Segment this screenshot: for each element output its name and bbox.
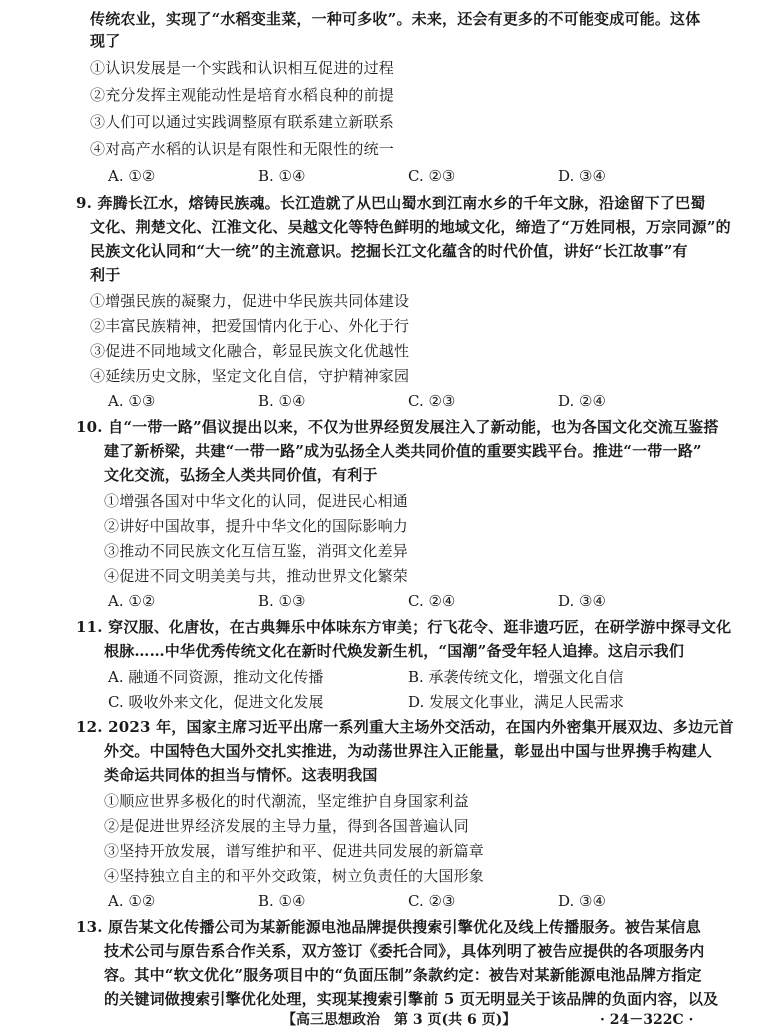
q11-option-d[interactable]: D. 发展文化事业，满足人民需求 [408,693,625,711]
q11-stem-line-1: 11. 穿汉服、化唐妆，在古典舞乐中体味东方审美；行飞花令、逛非遗巧匠，在研学游中探寻文化 [76,618,732,636]
q8-option-c[interactable]: C. ②③ [408,167,456,185]
q10-option-b[interactable]: B. ①③ [258,592,306,610]
q9-option-b[interactable]: B. ①④ [258,392,306,410]
q10-statement-2: ②讲好中国故事，提升中华文化的国际影响力 [104,517,409,535]
q8-option-d[interactable]: D. ③④ [558,167,606,185]
q9-statement-4: ④延续历史文脉，坚定文化自信，守护精神家园 [90,367,410,385]
q12-statement-3: ③坚持开放发展，谱写维护和平、促进共同发展的新篇章 [104,842,485,860]
q13-stem-line-1: 13. 原告某文化传播公司为某新能源电池品牌提供搜索引擎优化及线上传播服务。被告某信息 [76,918,701,936]
q11-stem-line-2: 根脉……中华优秀传统文化在新时代焕发新生机，“国潮”备受年轻人追捧。这启示我们 [104,642,685,660]
q9-stem-line-1: 9. 奔腾长江水，熔铸民族魂。长江造就了从巴山蜀水到江南水乡的千年文脉，沿途留下了巴蜀 [76,194,706,212]
q12-stem-line-1: 12. 2023 年，国家主席习近平出席一系列重大主场外交活动，在国内外密集开展双边、多边元首 [76,718,734,736]
q8-option-a[interactable]: A. ①② [108,167,156,185]
q11-option-b[interactable]: B. 承袭传统文化，增强文化自信 [408,668,624,686]
q12-statement-1: ①顺应世界多极化的时代潮流，坚定维护自身国家利益 [104,792,469,810]
page-footer-title: 【高三思想政治 第 3 页(共 6 页)】 [282,1012,517,1028]
q13-stem-line-4: 的关键词做搜索引擎优化处理，实现某搜索引擎前 5 页无明显关于该品牌的负面内容，以及 [104,990,719,1008]
q12-option-c[interactable]: C. ②③ [408,892,456,910]
q8-statement-1: ①认识发展是一个实践和认识相互促进的过程 [90,59,395,77]
q10-statement-4: ④促进不同文明美美与共，推动世界文化繁荣 [104,567,409,585]
q12-option-a[interactable]: A. ①② [108,892,156,910]
q9-statement-1: ①增强民族的凝聚力，促进中华民族共同体建设 [90,292,410,310]
q10-stem-line-1: 10. 自“一带一路”倡议提出以来，不仅为世界经贸发展注入了新动能，也为各国文化交流互鉴搭 [76,418,719,436]
q9-stem-line-4: 利于 [90,266,121,284]
q13-stem-line-3: 容。其中“软文优化”服务项目中的“负面压制”条款约定：被告对某新能源电池品牌方指定 [104,966,702,984]
q9-option-c[interactable]: C. ②③ [408,392,456,410]
q9-statement-2: ②丰富民族精神，把爱国情内化于心、外化于行 [90,317,410,335]
q11-option-c[interactable]: C. 吸收外来文化，促进文化发展 [108,693,324,711]
q13-stem-line-2: 技术公司与原告系合作关系，双方签订《委托合同》，具体列明了被告应提供的各项服务内 [104,942,705,960]
q10-option-c[interactable]: C. ②④ [408,592,456,610]
q9-statement-3: ③促进不同地域文化融合，彰显民族文化优越性 [90,342,410,360]
q12-option-b[interactable]: B. ①④ [258,892,306,910]
q8-statement-2: ②充分发挥主观能动性是培育水稻良种的前提 [90,86,395,104]
q9-option-d[interactable]: D. ②④ [558,392,606,410]
q8-option-b[interactable]: B. ①④ [258,167,306,185]
q9-stem-line-2: 文化、荆楚文化、江淮文化、吴越文化等特色鲜明的地域文化，缔造了“万姓同根，万宗同源”的 [90,218,731,236]
q12-stem-line-3: 类命运共同体的担当与情怀。这表明我国 [104,766,378,784]
q10-statement-1: ①增强各国对中华文化的认同，促进民心相通 [104,492,409,510]
q8-stem-line-1: 传统农业，实现了“水稻变韭菜，一种可多收”。未来，还会有更多的不可能变成可能。这体 [90,10,701,28]
page-footer-code: · 24－322C · [600,1012,694,1028]
q12-statement-2: ②是促进世界经济发展的主导力量，得到各国普遍认同 [104,817,469,835]
q10-stem-line-2: 建了新桥梁，共建“一带一路”成为弘扬全人类共同价值的重要实践平台。推进“一带一路” [104,442,702,460]
q9-stem-line-3: 民族文化认同和“大一统”的主流意识。挖掘长江文化蕴含的时代价值，讲好“长江故事”有 [90,242,688,260]
q8-statement-3: ③人们可以通过实践调整原有联系建立新联系 [90,113,395,131]
q9-option-a[interactable]: A. ①③ [108,392,156,410]
q10-option-a[interactable]: A. ①② [108,592,156,610]
q12-option-d[interactable]: D. ③④ [558,892,606,910]
q12-stem-line-2: 外交。中国特色大国外交扎实推进，为动荡世界注入正能量，彰显出中国与世界携手构建人 [104,742,713,760]
q10-stem-line-3: 文化交流，弘扬全人类共同价值，有利于 [104,466,378,484]
q10-option-d[interactable]: D. ③④ [558,592,606,610]
q8-stem-line-2: 现了 [90,32,121,50]
q11-option-a[interactable]: A. 融通不同资源，推动文化传播 [108,668,324,686]
q10-statement-3: ③推动不同民族文化互信互鉴，消弭文化差异 [104,542,409,560]
q8-statement-4: ④对高产水稻的认识是有限性和无限性的统一 [90,140,395,158]
q12-statement-4: ④坚持独立自主的和平外交政策，树立负责任的大国形象 [104,867,485,885]
